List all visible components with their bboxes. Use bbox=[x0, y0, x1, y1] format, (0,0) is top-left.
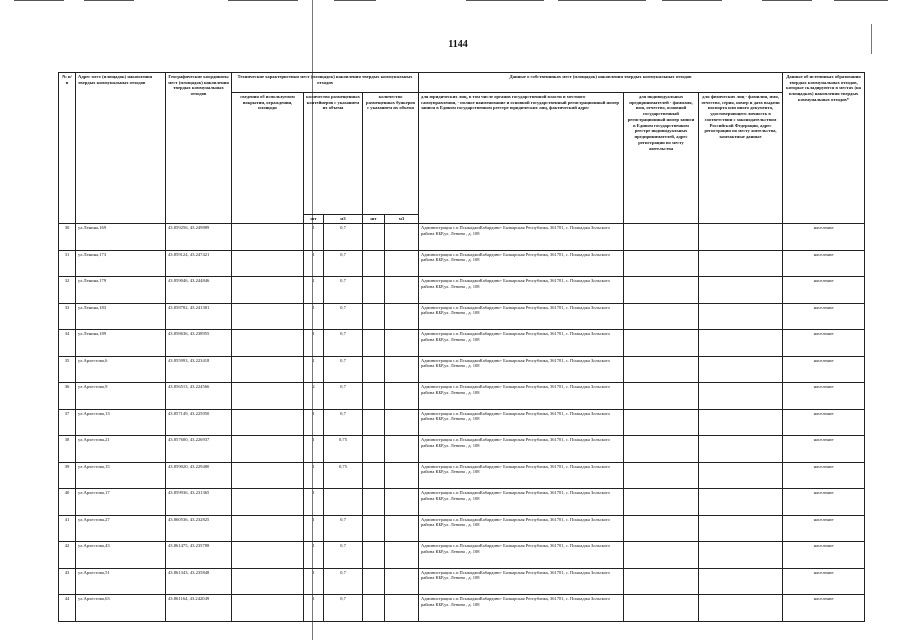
header-bunkers: количество размещенных бункеров с указанием их объема bbox=[363, 93, 419, 215]
site-coordinates: 43.859124, 43.247421 bbox=[166, 250, 232, 277]
site-address: ул.Архестова,17 bbox=[76, 489, 166, 516]
container-volume: 0,7 bbox=[324, 277, 363, 304]
scan-line bbox=[762, 0, 812, 1]
owner-entrepreneur bbox=[624, 277, 699, 304]
bunker-volume bbox=[385, 383, 419, 410]
coverage-cell bbox=[232, 383, 304, 410]
bunker-count bbox=[363, 542, 385, 569]
site-coordinates: 43.857600, 43.226937 bbox=[166, 436, 232, 463]
container-volume: 0,7 bbox=[324, 515, 363, 542]
waste-source: население bbox=[783, 383, 865, 410]
owner-entrepreneur bbox=[624, 489, 699, 516]
header-individuals: для физических лиц - фамилия, имя, отчество, серия, номер и дата выдачи паспорта или иного документа, удостоверяющего личность в соответствии с законодательством Российской Федерации, адрес регистрации по месту жительства, контактные данные bbox=[699, 93, 783, 224]
container-count: 1 bbox=[304, 356, 324, 383]
row-number: 30 bbox=[59, 224, 76, 251]
site-address: ул.Архестова,63 bbox=[76, 595, 166, 622]
header-sources: Данные об источниках образования твердых коммунальных отходов, которые складируются в местах (на площадках) накопления твердых коммунальных отходов* bbox=[783, 73, 865, 224]
bunker-count bbox=[363, 277, 385, 304]
header-address: Адрес мест (площадок) накопления твердых коммунальных отходов bbox=[76, 73, 166, 224]
row-number: 43 bbox=[59, 568, 76, 595]
header-technical: Технические характеристики мест (площадок) накопления твердых коммунальных отходов bbox=[232, 73, 419, 93]
row-number: 41 bbox=[59, 515, 76, 542]
owner-legal-entity: Администрация с.п.ПсыкаджиКабардино- Балкарская Республика, 361701, с. Псыкаджа Зольского района КБР,ул. Ленина , д. 108 bbox=[419, 330, 624, 357]
bunker-volume bbox=[385, 277, 419, 304]
header-legal-entities: для юридических лиц, в том числе органов государственной власти и местного самоуправления, - полное наименование и основной государственный регистрационный номер записи в Едином государственном реестре юридических лиц, фактический адрес bbox=[419, 93, 624, 224]
container-count: 1 bbox=[304, 330, 324, 357]
scan-line bbox=[466, 0, 544, 1]
row-number: 40 bbox=[59, 489, 76, 516]
waste-sites-register-table bbox=[58, 72, 865, 622]
coverage-cell bbox=[232, 542, 304, 569]
bunker-volume bbox=[385, 489, 419, 516]
site-address: ул.Архестова,15 bbox=[76, 462, 166, 489]
owner-legal-entity: Администрация с.п.ПсыкаджиКабардино- Балкарская Республика, 361701, с. Псыкаджа Зольского района КБР,ул. Ленина , д. 108 bbox=[419, 277, 624, 304]
bunker-count bbox=[363, 356, 385, 383]
container-count: 1 bbox=[304, 595, 324, 622]
table-row bbox=[59, 250, 865, 277]
scan-line bbox=[558, 0, 646, 1]
owner-legal-entity: Администрация с.п.ПсыкаджиКабардино- Балкарская Республика, 361701, с. Псыкаджа Зольского района КБР,ул. Ленина , д. 108 bbox=[419, 568, 624, 595]
coverage-cell bbox=[232, 224, 304, 251]
site-coordinates: 43.857149, 43.225950 bbox=[166, 409, 232, 436]
bunker-volume bbox=[385, 462, 419, 489]
scan-vertical-line bbox=[871, 24, 872, 54]
waste-source: население bbox=[783, 303, 865, 330]
container-volume bbox=[324, 489, 363, 516]
table-row bbox=[59, 303, 865, 330]
owner-entrepreneur bbox=[624, 383, 699, 410]
bunker-volume bbox=[385, 515, 419, 542]
owner-legal-entity: Администрация с.п.ПсыкаджиКабардино- Балкарская Республика, 361701, с. Псыкаджа Зольского района КБР,ул. Ленина , д. 108 bbox=[419, 462, 624, 489]
row-number: 39 bbox=[59, 462, 76, 489]
waste-source: население bbox=[783, 436, 865, 463]
bunker-volume bbox=[385, 436, 419, 463]
container-volume: 0,75 bbox=[324, 436, 363, 463]
bunker-count bbox=[363, 436, 385, 463]
coverage-cell bbox=[232, 595, 304, 622]
container-volume: 0,7 bbox=[324, 356, 363, 383]
coverage-cell bbox=[232, 356, 304, 383]
owner-individual bbox=[699, 489, 783, 516]
coverage-cell bbox=[232, 303, 304, 330]
site-address: ул.Архестова,43 bbox=[76, 542, 166, 569]
coverage-cell bbox=[232, 568, 304, 595]
container-volume: 0,7 bbox=[324, 568, 363, 595]
site-address: ул.Архестова,21 bbox=[76, 436, 166, 463]
container-count: 1 bbox=[304, 462, 324, 489]
bunker-count bbox=[363, 595, 385, 622]
owner-individual bbox=[699, 568, 783, 595]
waste-source: население bbox=[783, 330, 865, 357]
owner-entrepreneur bbox=[624, 409, 699, 436]
row-number: 31 bbox=[59, 250, 76, 277]
site-address: ул.Архестова,13 bbox=[76, 409, 166, 436]
site-coordinates: 43.861475, 43.235788 bbox=[166, 542, 232, 569]
container-volume: 0,7 bbox=[324, 595, 363, 622]
owner-legal-entity: Администрация с.п.ПсыкаджиКабардино- Балкарская Республика, 361701, с. Псыкаджа Зольского района КБР,ул. Ленина , д. 108 bbox=[419, 356, 624, 383]
site-address: ул.Ленина,173 bbox=[76, 250, 166, 277]
coverage-cell bbox=[232, 330, 304, 357]
container-count: 2 bbox=[304, 383, 324, 410]
container-volume: 0,7 bbox=[324, 409, 363, 436]
waste-source: население bbox=[783, 489, 865, 516]
owner-entrepreneur bbox=[624, 595, 699, 622]
scan-line bbox=[334, 0, 376, 1]
container-volume: 0,7 bbox=[324, 542, 363, 569]
container-volume: 0,75 bbox=[324, 462, 363, 489]
owner-individual bbox=[699, 542, 783, 569]
bunker-volume bbox=[385, 409, 419, 436]
site-coordinates: 43.859020, 43.229480 bbox=[166, 462, 232, 489]
bunker-count bbox=[363, 224, 385, 251]
scan-line bbox=[834, 0, 888, 1]
table-row bbox=[59, 436, 865, 463]
site-coordinates: 43.861343, 43.235848 bbox=[166, 568, 232, 595]
header-containers: количество размещенных контейнеров с указанием их объема bbox=[304, 93, 363, 215]
owner-individual bbox=[699, 303, 783, 330]
waste-source: население bbox=[783, 224, 865, 251]
table-row bbox=[59, 356, 865, 383]
header-number: № п/п bbox=[59, 73, 76, 224]
owner-entrepreneur bbox=[624, 568, 699, 595]
container-volume: 0,7 bbox=[324, 330, 363, 357]
page-number: 1144 bbox=[448, 39, 468, 50]
table-row bbox=[59, 489, 865, 516]
owner-legal-entity: Администрация с.п.ПсыкаджиКабардино- Балкарская Республика, 361701, с. Псыкаджа Зольского района КБР,ул. Ленина , д. 108 bbox=[419, 303, 624, 330]
site-coordinates: 43.855993, 43.223418 bbox=[166, 356, 232, 383]
site-coordinates: 43.859256, 43.249889 bbox=[166, 224, 232, 251]
owner-individual bbox=[699, 515, 783, 542]
bunker-volume bbox=[385, 542, 419, 569]
row-number: 34 bbox=[59, 330, 76, 357]
row-number: 42 bbox=[59, 542, 76, 569]
waste-source: население bbox=[783, 250, 865, 277]
owner-individual bbox=[699, 409, 783, 436]
bunker-volume bbox=[385, 356, 419, 383]
table-row bbox=[59, 383, 865, 410]
owner-individual bbox=[699, 383, 783, 410]
owner-entrepreneur bbox=[624, 542, 699, 569]
bunker-count bbox=[363, 489, 385, 516]
row-number: 38 bbox=[59, 436, 76, 463]
container-volume: 0,7 bbox=[324, 224, 363, 251]
bunker-volume bbox=[385, 224, 419, 251]
header-unit-pcs-bunkers: шт bbox=[363, 215, 385, 224]
waste-source: население bbox=[783, 409, 865, 436]
owner-legal-entity: Администрация с.п.ПсыкаджиКабардино- Балкарская Республика, 361701, с. Псыкаджа Зольского района КБР,ул. Ленина , д. 108 bbox=[419, 224, 624, 251]
container-volume: 0,7 bbox=[324, 303, 363, 330]
coverage-cell bbox=[232, 409, 304, 436]
owner-legal-entity: Администрация с.п.ПсыкаджиКабардино- Балкарская Республика, 361701, с. Псыкаджа Зольского района КБР,ул. Ленина , д. 108 bbox=[419, 489, 624, 516]
container-count: 1 bbox=[304, 489, 324, 516]
site-address: ул.Архестова,51 bbox=[76, 568, 166, 595]
container-count: 1 bbox=[304, 515, 324, 542]
bunker-count bbox=[363, 409, 385, 436]
owner-entrepreneur bbox=[624, 356, 699, 383]
site-address: ул.Архестова,6 bbox=[76, 356, 166, 383]
owner-entrepreneur bbox=[624, 515, 699, 542]
site-address: ул.Ленина,189 bbox=[76, 330, 166, 357]
site-address: ул.Ленина,179 bbox=[76, 277, 166, 304]
container-volume: 0,7 bbox=[324, 250, 363, 277]
coverage-cell bbox=[232, 277, 304, 304]
waste-source: население bbox=[783, 542, 865, 569]
row-number: 37 bbox=[59, 409, 76, 436]
site-coordinates: 43.859046, 43.244846 bbox=[166, 277, 232, 304]
bunker-count bbox=[363, 303, 385, 330]
owner-entrepreneur bbox=[624, 303, 699, 330]
bunker-count bbox=[363, 515, 385, 542]
container-volume: 0,7 bbox=[324, 383, 363, 410]
row-number: 32 bbox=[59, 277, 76, 304]
site-coordinates: 43.861164, 43.242049 bbox=[166, 595, 232, 622]
owner-legal-entity: Администрация с.п.ПсыкаджиКабардино- Балкарская Республика, 361701, с. Псыкаджа Зольского района КБР,ул. Ленина , д. 108 bbox=[419, 409, 624, 436]
owner-legal-entity: Администрация с.п.ПсыкаджиКабардино- Балкарская Республика, 361701, с. Псыкаджа Зольского района КБР,ул. Ленина , д. 108 bbox=[419, 515, 624, 542]
site-address: ул.Архестова,9 bbox=[76, 383, 166, 410]
owner-legal-entity: Администрация с.п.ПсыкаджиКабардино- Балкарская Республика, 361701, с. Псыкаджа Зольского района КБР,ул. Ленина , д. 108 bbox=[419, 383, 624, 410]
table-row bbox=[59, 462, 865, 489]
row-number: 33 bbox=[59, 303, 76, 330]
table-row bbox=[59, 224, 865, 251]
container-count: 1 bbox=[304, 224, 324, 251]
owner-individual bbox=[699, 462, 783, 489]
table-row bbox=[59, 277, 865, 304]
coverage-cell bbox=[232, 489, 304, 516]
owner-entrepreneur bbox=[624, 462, 699, 489]
site-coordinates: 43.858636, 43.238955 bbox=[166, 330, 232, 357]
site-address: ул.Ленина,183 bbox=[76, 303, 166, 330]
bunker-volume bbox=[385, 568, 419, 595]
bunker-count bbox=[363, 330, 385, 357]
site-coordinates: 43.858782, 43.241381 bbox=[166, 303, 232, 330]
header-unit-m3: м3 bbox=[324, 215, 363, 224]
container-count: 1 bbox=[304, 303, 324, 330]
owner-individual bbox=[699, 330, 783, 357]
owner-legal-entity: Администрация с.п.ПсыкаджиКабардино- Балкарская Республика, 361701, с. Псыкаджа Зольского района КБР,ул. Ленина , д. 108 bbox=[419, 542, 624, 569]
bunker-count bbox=[363, 383, 385, 410]
container-count: 1 bbox=[304, 542, 324, 569]
owner-entrepreneur bbox=[624, 436, 699, 463]
owner-entrepreneur bbox=[624, 250, 699, 277]
waste-source: население bbox=[783, 568, 865, 595]
owner-individual bbox=[699, 250, 783, 277]
bunker-volume bbox=[385, 250, 419, 277]
owner-entrepreneur bbox=[624, 330, 699, 357]
waste-source: население bbox=[783, 462, 865, 489]
owner-entrepreneur bbox=[624, 224, 699, 251]
bunker-count bbox=[363, 250, 385, 277]
header-unit-m3-bunkers: м3 bbox=[385, 215, 419, 224]
bunker-volume bbox=[385, 595, 419, 622]
header-owners: Данные о собственниках мест (площадок) накопления твердых коммунальных отходов bbox=[419, 73, 783, 93]
header-unit-pcs: шт bbox=[304, 215, 324, 224]
owner-legal-entity: Администрация с.п.ПсыкаджиКабардино- Балкарская Республика, 361701, с. Псыкаджа Зольского района КБР,ул. Ленина , д. 108 bbox=[419, 595, 624, 622]
header-entrepreneurs: для индивидуальных предпринимателей - фамилия, имя, отчество, основной государственный регистрационный номер записи в Едином государственном реестре индивидуальных предпринимателей, адрес регистрации по месту жительства bbox=[624, 93, 699, 224]
table-row bbox=[59, 515, 865, 542]
bunker-count bbox=[363, 568, 385, 595]
owner-individual bbox=[699, 356, 783, 383]
site-address: ул.Ленина,169 bbox=[76, 224, 166, 251]
scan-line bbox=[228, 0, 298, 1]
waste-source: население bbox=[783, 277, 865, 304]
owner-legal-entity: Администрация с.п.ПсыкаджиКабардино- Балкарская Республика, 361701, с. Псыкаджа Зольского района КБР,ул. Ленина , д. 108 bbox=[419, 436, 624, 463]
table-row bbox=[59, 595, 865, 622]
scan-line bbox=[14, 0, 64, 1]
owner-individual bbox=[699, 224, 783, 251]
scan-line bbox=[662, 0, 722, 1]
container-count: 1 bbox=[304, 277, 324, 304]
row-number: 36 bbox=[59, 383, 76, 410]
container-count: 1 bbox=[304, 436, 324, 463]
bunker-volume bbox=[385, 303, 419, 330]
header-coordinates: Географические координаты мест (площадок) накопления твердых коммунальных отходов bbox=[166, 73, 232, 224]
site-coordinates: 43.859936, 43.231365 bbox=[166, 489, 232, 516]
waste-source: население bbox=[783, 515, 865, 542]
table-row bbox=[59, 330, 865, 357]
table-row bbox=[59, 568, 865, 595]
row-number: 44 bbox=[59, 595, 76, 622]
site-address: ул.Архестова,27 bbox=[76, 515, 166, 542]
container-count: 1 bbox=[304, 568, 324, 595]
owner-individual bbox=[699, 595, 783, 622]
table-row bbox=[59, 542, 865, 569]
table-row bbox=[59, 409, 865, 436]
owner-individual bbox=[699, 277, 783, 304]
coverage-cell bbox=[232, 250, 304, 277]
bunker-count bbox=[363, 462, 385, 489]
waste-source: население bbox=[783, 595, 865, 622]
coverage-cell bbox=[232, 436, 304, 463]
owner-legal-entity: Администрация с.п.ПсыкаджиКабардино- Балкарская Республика, 361701, с. Псыкаджа Зольского района КБР,ул. Ленина , д. 108 bbox=[419, 250, 624, 277]
site-coordinates: 43.856513, 43.224566 bbox=[166, 383, 232, 410]
container-count: 1 bbox=[304, 250, 324, 277]
coverage-cell bbox=[232, 462, 304, 489]
row-number: 35 bbox=[59, 356, 76, 383]
container-count: 1 bbox=[304, 409, 324, 436]
bunker-volume bbox=[385, 330, 419, 357]
site-coordinates: 43.860536, 43.232825 bbox=[166, 515, 232, 542]
scan-line bbox=[84, 0, 134, 1]
owner-individual bbox=[699, 436, 783, 463]
waste-source: население bbox=[783, 356, 865, 383]
header-coverage: сведения об используемом покрытии, ограждении, площади bbox=[232, 93, 304, 224]
coverage-cell bbox=[232, 515, 304, 542]
